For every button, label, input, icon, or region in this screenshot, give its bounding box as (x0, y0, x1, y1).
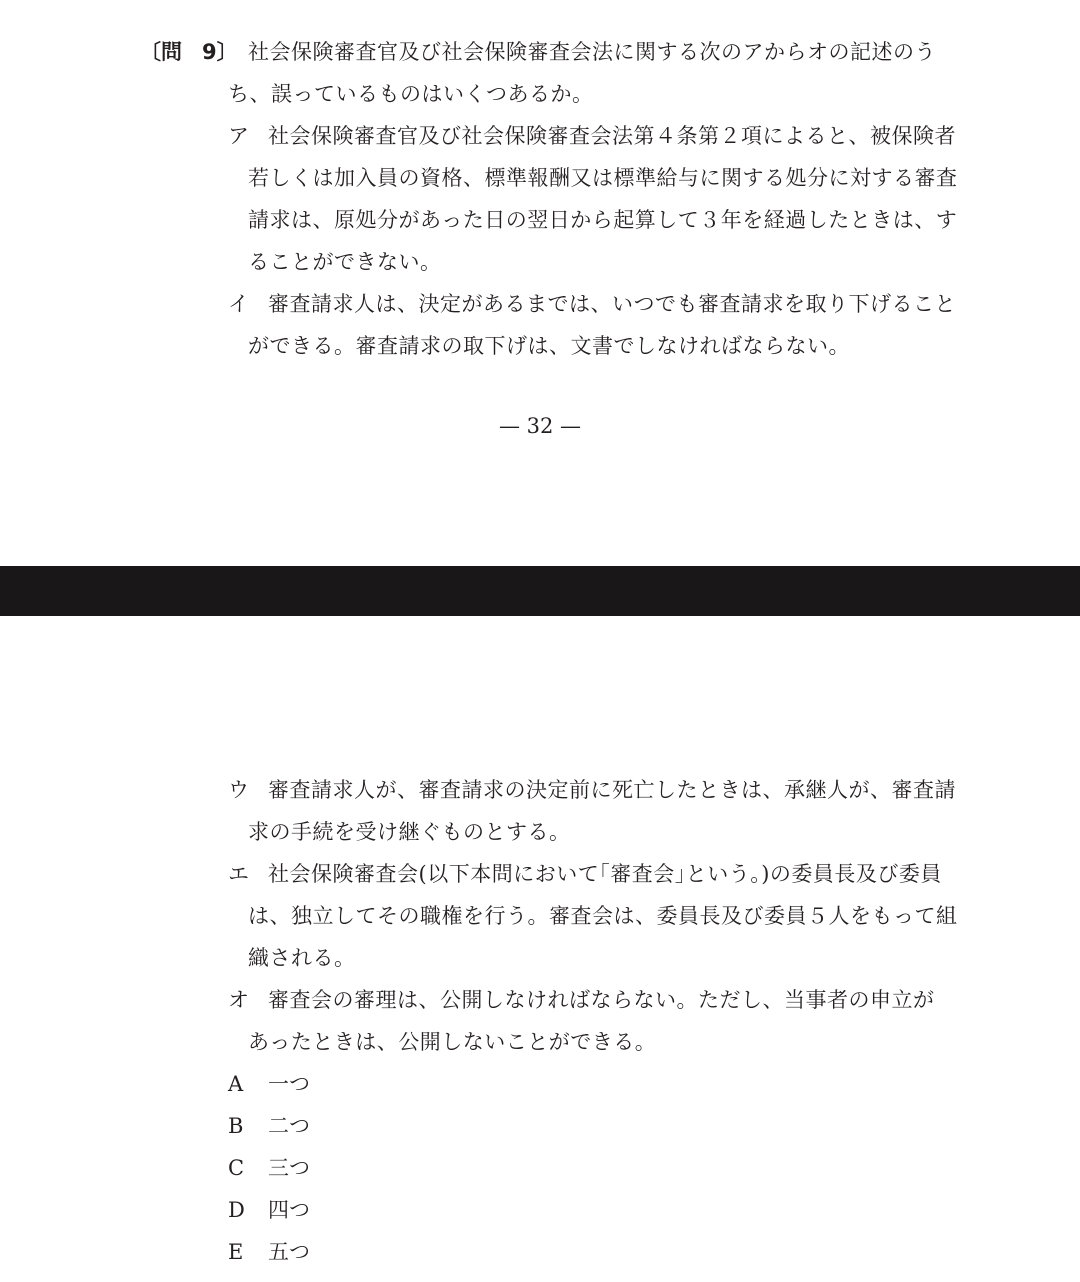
choice-text: 五つ (268, 1240, 310, 1264)
statement-a-line-3: 請求は、原処分があった日の翌日から起算して３年を経過したときは、す (248, 208, 958, 232)
statement-e-line-3: 織される。 (248, 946, 356, 970)
question-number (140, 38, 238, 66)
choice-letter: D (228, 1198, 245, 1222)
question-number-value: 9〕 (202, 40, 238, 64)
statement-e-mark: エ (228, 862, 250, 886)
statement-i-first-line (228, 290, 956, 318)
choice-letter: B (228, 1114, 244, 1138)
statement-u-line-2: 求の手続を受け継ぐものとする。 (248, 820, 571, 844)
statement-i-mark: イ (228, 292, 250, 316)
answer-choice (228, 1154, 310, 1182)
choice-letter: E (228, 1240, 244, 1264)
choice-letter: C (228, 1156, 245, 1180)
statement-u-first-line (228, 776, 956, 804)
answer-choice (228, 1196, 310, 1224)
answer-choice (228, 1238, 310, 1266)
choice-letter: A (228, 1072, 244, 1096)
statement-i-line-1: 審査請求人は、決定があるまでは、いつでも審査請求を取り下げること (268, 292, 956, 316)
statement-o-line-2: あったときは、公開しないことができる。 (248, 1030, 657, 1054)
statement-i-line-2: ができる。審査請求の取下げは、文書でしなければならない。 (248, 334, 850, 358)
question-stem-line-1: 社会保険審査官及び社会保険審査会法に関する次のアからオの記述のう (248, 40, 936, 64)
statement-a-line-4: ることができない。 (248, 250, 442, 274)
page-divider (0, 566, 1080, 616)
statement-a-mark: ア (228, 124, 250, 148)
statement-u-mark: ウ (228, 778, 250, 802)
page-number: — 32 — (498, 414, 582, 438)
statement-e-line-2: は、独立してその職権を行う。審査会は、委員長及び委員５人をもって組 (248, 904, 958, 928)
answer-choice (228, 1112, 310, 1140)
statement-a-line-1: 社会保険審査官及び社会保険審査会法第４条第２項によると、被保険者 (268, 124, 956, 148)
statement-a-line-2: 若しくは加入員の資格、標準報酬又は標準給与に関する処分に対する審査 (248, 166, 958, 190)
question-open-bracket: 〔問 (140, 40, 182, 64)
statement-a-first-line (228, 122, 956, 150)
statement-o-line-1: 審査会の審理は、公開しなければならない。ただし、当事者の申立が (268, 988, 935, 1012)
statement-e-line-1: 社会保険審査会(以下本問において｢審査会｣という。)の委員長及び委員 (268, 862, 942, 886)
choice-text: 二つ (268, 1114, 310, 1138)
choice-text: 一つ (268, 1072, 310, 1096)
choice-text: 三つ (268, 1156, 310, 1180)
answer-choice (228, 1070, 310, 1098)
statement-o-first-line (228, 986, 935, 1014)
question-stem-line-2: ち、誤っているものはいくつあるか。 (228, 82, 594, 106)
statement-u-line-1: 審査請求人が、審査請求の決定前に死亡したときは、承継人が、審査請 (268, 778, 956, 802)
statement-o-mark: オ (228, 988, 250, 1012)
statement-e-first-line (228, 860, 942, 888)
choice-text: 四つ (268, 1198, 310, 1222)
